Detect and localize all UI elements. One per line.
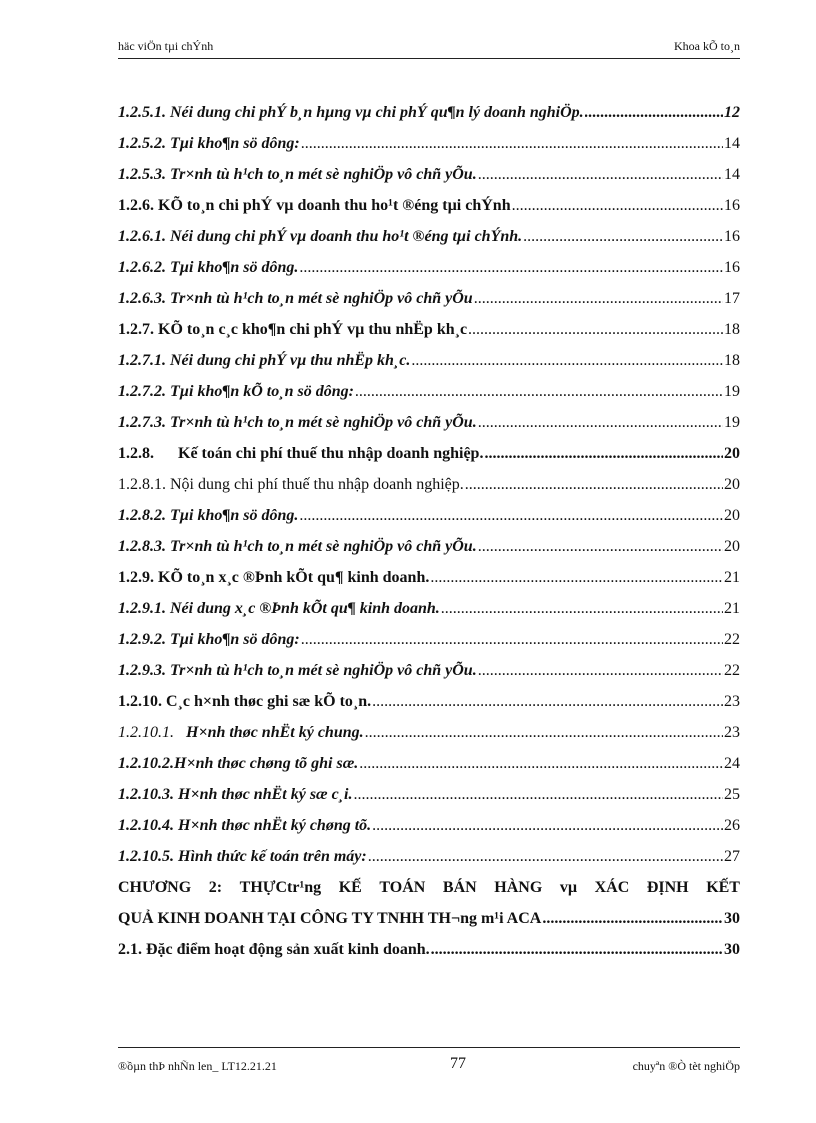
toc-leader <box>301 133 723 154</box>
chapter-2-word: HÀNG <box>494 879 543 896</box>
toc-entry-page: 24 <box>724 755 740 772</box>
toc-entry-1-2-6-3[interactable] <box>118 288 740 309</box>
toc-entry-title: QUẢ KINH DOANH TẠI CÔNG TY TNHH TH¬ng m¹i ACA <box>118 910 542 927</box>
toc-entry-1-2-9-2[interactable] <box>118 629 740 650</box>
toc-entry-title: 1.2.10.2.H×nh thøc chøng tõ ghi sæ. <box>118 755 359 772</box>
toc-entry-title: 1.2.6.2. Tµi kho¶n sö dông. <box>118 259 299 276</box>
toc-leader <box>368 846 723 867</box>
toc-entry-title: 1.2.10.5. Hình thức kế toán trên máy: <box>118 848 367 865</box>
toc-leader <box>372 815 723 836</box>
page-footer <box>118 1056 740 1076</box>
toc-entry-page: 30 <box>724 910 740 927</box>
toc-entry-title: Kế toán chi phí thuế thu nhập doanh nghiệp. <box>178 445 484 462</box>
toc-entry-page: 20 <box>724 476 740 493</box>
toc-entry-title: 1.2.7.2. Tµi kho¶n kÕ to¸n sö dông: <box>118 383 354 400</box>
toc-entry-title: 1.2.10.4. H×nh thøc nhËt ký chøng tõ. <box>118 817 372 834</box>
toc-leader <box>478 164 723 185</box>
toc-entry-1-2-7-2[interactable] <box>118 381 740 402</box>
toc-entry-title: 1.2.9. KÕ to¸n x¸c ®Þnh kÕt qu¶ kinh doanh. <box>118 569 430 586</box>
toc-entry-page: 16 <box>724 259 740 276</box>
toc-entry-page: 25 <box>724 786 740 803</box>
toc-entry-title: 1.2.8.2. Tµi kho¶n sö dông. <box>118 507 299 524</box>
toc-leader <box>430 567 723 588</box>
toc-entry-1-2-6-1[interactable] <box>118 226 740 247</box>
table-of-contents <box>118 102 740 960</box>
toc-entry-title: 1.2.5.3. Tr×nh tù h¹ch to¸n mét sè nghiÖp vô chñ yÕu. <box>118 166 477 183</box>
toc-leader <box>512 195 723 216</box>
toc-entry-page: 21 <box>724 569 740 586</box>
toc-entry-page: 22 <box>724 662 740 679</box>
toc-entry-1-2-6[interactable] <box>118 195 740 216</box>
toc-entry-page: 16 <box>724 197 740 214</box>
toc-leader <box>585 102 723 123</box>
toc-entry-page: 17 <box>724 290 740 307</box>
toc-entry-1-2-7-3[interactable] <box>118 412 740 433</box>
chapter-2-word: THỰCtr¹ng <box>239 879 322 896</box>
toc-entry-1-2-10-1[interactable] <box>118 722 740 743</box>
chapter-2-word: KẾT <box>706 879 740 896</box>
toc-entry-title: H×nh thøc nhËt ký chung. <box>186 724 364 741</box>
toc-entry-1-2-5-3[interactable] <box>118 164 740 185</box>
toc-entry-page: 18 <box>724 352 740 369</box>
header-divider <box>118 58 740 59</box>
chapter-2-title-line-1 <box>118 877 740 898</box>
toc-leader <box>359 753 723 774</box>
toc-entry-page: 20 <box>724 538 740 555</box>
toc-leader <box>542 908 723 929</box>
toc-entry-page: 18 <box>724 321 740 338</box>
toc-entry-title: 1.2.10.3. H×nh thøc nhËt ký sæ c¸i. <box>118 786 353 803</box>
chapter-2-word: BÁN <box>442 879 477 896</box>
toc-leader <box>353 784 723 805</box>
toc-entry-1-2-10[interactable] <box>118 691 740 712</box>
toc-entry-page: 21 <box>724 600 740 617</box>
toc-leader <box>468 319 723 340</box>
toc-entry-page: 22 <box>724 631 740 648</box>
toc-leader <box>474 288 723 309</box>
chapter-2-word: ĐỊNH <box>646 879 689 896</box>
toc-entry-1-2-10-5[interactable] <box>118 846 740 867</box>
toc-entry-page: 16 <box>724 228 740 245</box>
toc-leader <box>299 505 723 526</box>
toc-entry-1-2-5-2[interactable] <box>118 133 740 154</box>
chapter-2-word: CHƯƠNG <box>118 879 192 896</box>
toc-entry-title: 1.2.9.3. Tr×nh tù h¹ch to¸n mét sè nghiÖp vô chñ yÕu. <box>118 662 477 679</box>
toc-entry-page: 20 <box>724 445 740 462</box>
toc-entry-page: 23 <box>724 693 740 710</box>
toc-entry-page: 14 <box>724 166 740 183</box>
toc-entry-title: 1.2.10. C¸c h×nh thøc ghi sæ kÕ to¸n. <box>118 693 372 710</box>
toc-entry-page: 27 <box>724 848 740 865</box>
chapter-2-word: TOÁN <box>379 879 426 896</box>
toc-entry-1-2-6-2[interactable] <box>118 257 740 278</box>
toc-entry-number: 1.2.10.1. <box>118 724 174 741</box>
toc-entry-1-2-8[interactable] <box>118 443 740 464</box>
toc-leader <box>365 722 723 743</box>
header-institution: häc viÖn tµi chÝnh <box>118 39 214 53</box>
toc-entry-number: 1.2.8. <box>118 445 154 462</box>
footer-thesis-label: chuyªn ®Ò tèt nghiÖp <box>632 1059 740 1073</box>
toc-leader <box>299 257 723 278</box>
toc-entry-1-2-7[interactable] <box>118 319 740 340</box>
chapter-2-word: vµ <box>559 879 578 896</box>
toc-leader <box>355 381 723 402</box>
toc-entry-1-2-5-1[interactable] <box>118 102 740 123</box>
toc-entry-title: 1.2.9.1. Néi dung x¸c ®Þnh kÕt qu¶ kinh doanh. <box>118 600 440 617</box>
toc-entry-page: 23 <box>724 724 740 741</box>
toc-leader <box>523 226 723 247</box>
toc-leader <box>431 939 723 960</box>
toc-entry-chapter-2[interactable] <box>118 877 740 929</box>
toc-entry-1-2-10-3[interactable] <box>118 784 740 805</box>
toc-entry-page: 20 <box>724 507 740 524</box>
chapter-2-word: KẾ <box>338 879 362 896</box>
toc-entry-title: 1.2.5.1. Néi dung chi phÝ b¸n hµng vµ chi phÝ qu¶n lý doanh nghiÖp. <box>118 104 584 121</box>
toc-entry-2-1[interactable] <box>118 939 740 960</box>
toc-entry-title: 1.2.9.2. Tµi kho¶n sö dông: <box>118 631 300 648</box>
toc-entry-title: 1.2.8.3. Tr×nh tù h¹ch to¸n mét sè nghiÖp vô chñ yÕu. <box>118 538 477 555</box>
toc-leader <box>465 474 723 495</box>
toc-entry-title: 2.1. Đặc điểm hoạt động sản xuất kinh doanh. <box>118 941 430 958</box>
toc-entry-title: 1.2.6. KÕ to¸n chi phÝ vµ doanh thu ho¹t ®éng tµi chÝnh <box>118 197 511 214</box>
toc-entry-1-2-9[interactable] <box>118 567 740 588</box>
toc-leader <box>441 598 723 619</box>
toc-entry-title: 1.2.7. KÕ to¸n c¸c kho¶n chi phÝ vµ thu nhËp kh¸c <box>118 321 468 338</box>
chapter-2-word: XÁC <box>594 879 630 896</box>
toc-entry-1-2-9-1[interactable] <box>118 598 740 619</box>
toc-entry-title: 1.2.6.1. Néi dung chi phÝ vµ doanh thu ho¹t ®éng tµi chÝnh. <box>118 228 523 245</box>
toc-entry-1-2-8-1[interactable] <box>118 474 740 495</box>
toc-entry-page: 12 <box>724 104 740 121</box>
toc-entry-title: 1.2.5.2. Tµi kho¶n sö dông: <box>118 135 300 152</box>
toc-leader <box>478 660 723 681</box>
toc-entry-1-2-9-3[interactable] <box>118 660 740 681</box>
toc-entry-page: 30 <box>724 941 740 958</box>
toc-entry-1-2-8-2[interactable] <box>118 505 740 526</box>
toc-entry-1-2-7-1[interactable] <box>118 350 740 371</box>
toc-entry-title: 1.2.6.3. Tr×nh tù h¹ch to¸n mét sè nghiÖp vô chñ yÕu <box>118 290 473 307</box>
toc-leader <box>301 629 723 650</box>
toc-entry-1-2-10-2[interactable] <box>118 753 740 774</box>
toc-leader <box>478 536 723 557</box>
toc-entry-1-2-8-3[interactable] <box>118 536 740 557</box>
toc-entry-page: 26 <box>724 817 740 834</box>
footer-author: ®ồµn thÞ nhÑn len_ LT12.21.21 <box>118 1059 277 1073</box>
page-header <box>118 39 740 57</box>
footer-divider <box>118 1047 740 1048</box>
toc-leader <box>372 691 723 712</box>
toc-entry-page: 19 <box>724 414 740 431</box>
header-department: Khoa kÕ to¸n <box>674 39 740 53</box>
toc-entry-title: 1.2.7.1. Néi dung chi phÝ vµ thu nhËp kh¸c. <box>118 352 411 369</box>
page-number: 77 <box>450 1055 466 1072</box>
toc-leader <box>478 412 723 433</box>
toc-entry-1-2-10-4[interactable] <box>118 815 740 836</box>
chapter-2-word: 2: <box>208 879 223 896</box>
toc-entry-page: 14 <box>724 135 740 152</box>
chapter-2-title-line-2 <box>118 908 740 929</box>
toc-entry-title: 1.2.7.3. Tr×nh tù h¹ch to¸n mét sè nghiÖp vô chñ yÕu. <box>118 414 477 431</box>
toc-entry-page: 19 <box>724 383 740 400</box>
toc-leader <box>484 443 723 464</box>
toc-entry-title: 1.2.8.1. Nội dung chi phí thuế thu nhập doanh nghiệp. <box>118 476 464 493</box>
toc-leader <box>411 350 723 371</box>
